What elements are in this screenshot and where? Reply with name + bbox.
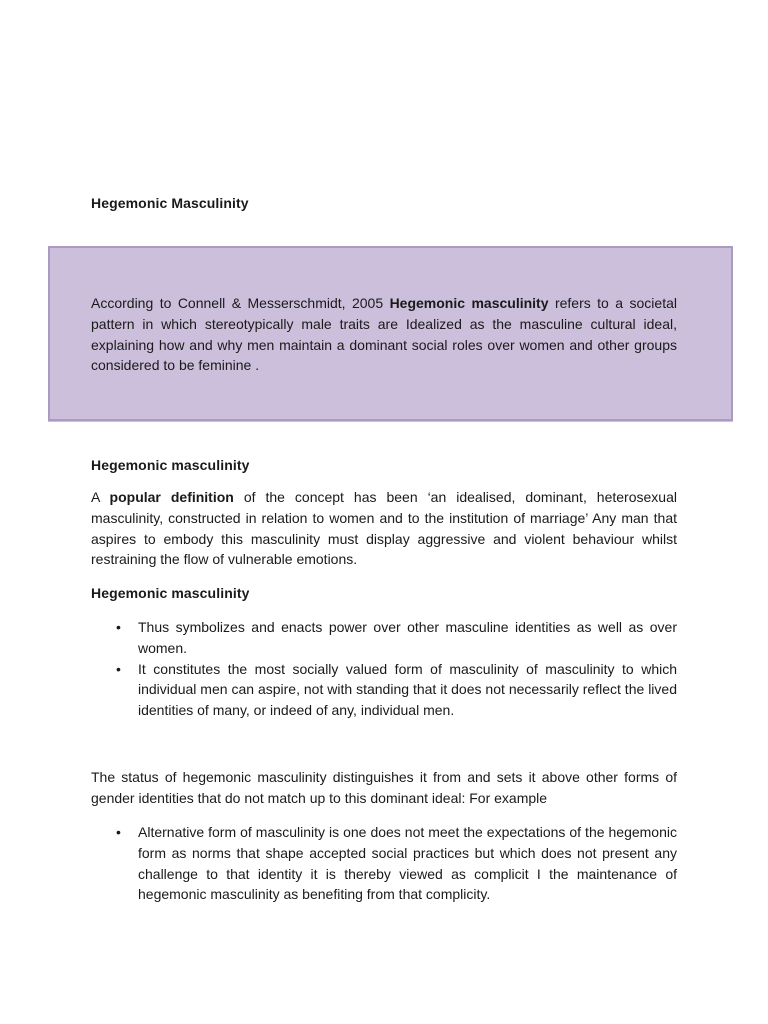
bullet-list-1	[91, 617, 677, 721]
list-item	[91, 822, 677, 905]
list-item-text: Alternative form of masculinity is one does not meet the expectations of the hegemonic form as norms that shape accepted social practices but which does not present any challenge to that identity it is thereby viewed as complicit I the maintenance of hegemonic masculinity as benefiting from that complicity.	[138, 824, 677, 903]
status-paragraph: The status of hegemonic masculinity distinguishes it from and sets it above other forms of gender identities that do not match up to this dominant ideal: For example	[91, 769, 677, 806]
callout-text-lead: According to Connell & Messerschmidt, 2005	[91, 295, 390, 311]
definition-callout-box	[48, 246, 733, 421]
callout-text-rest: refers to a societal pattern in which stereotypically male traits are Idealized as the masculine cultural ideal, explaining how and why men maintain a dominant social roles over women and other groups considered to be feminine .	[91, 295, 677, 374]
list-item	[91, 617, 677, 659]
bullet-icon: •	[116, 660, 121, 677]
bullet-list-2	[91, 822, 677, 905]
popular-definition-paragraph	[91, 487, 677, 570]
section-heading-1: Hegemonic masculinity	[91, 457, 250, 473]
list-item-text: Thus symbolizes and enacts power over other masculine identities as well as over women.	[138, 619, 677, 656]
bullet-icon: •	[116, 824, 121, 840]
paragraph-lead: A	[91, 489, 110, 505]
list-item	[91, 659, 677, 721]
bullet-icon: •	[116, 619, 121, 635]
paragraph-bold-term: popular definition	[109, 489, 234, 505]
callout-bold-term: Hegemonic masculinity	[389, 295, 549, 311]
paragraph-rest: of the concept has been ‘an idealised, dominant, heterosexual masculinity, constructed in relation to women and to the institution of marriage’ Any man that aspires to embody this masculinity must display aggressive and violent behaviour whilst restraining the flow of vulnerable emotions.	[91, 489, 677, 568]
document-title: Hegemonic Masculinity	[91, 195, 249, 211]
list-item-text: It constitutes the most socially valued form of masculinity of masculinity to which individual men can aspire, not with standing that it does not necessarily reflect the lived identities of many, or indeed of any, individual men.	[138, 660, 677, 719]
callout-paragraph	[91, 293, 677, 376]
section-heading-2: Hegemonic masculinity	[91, 585, 250, 601]
